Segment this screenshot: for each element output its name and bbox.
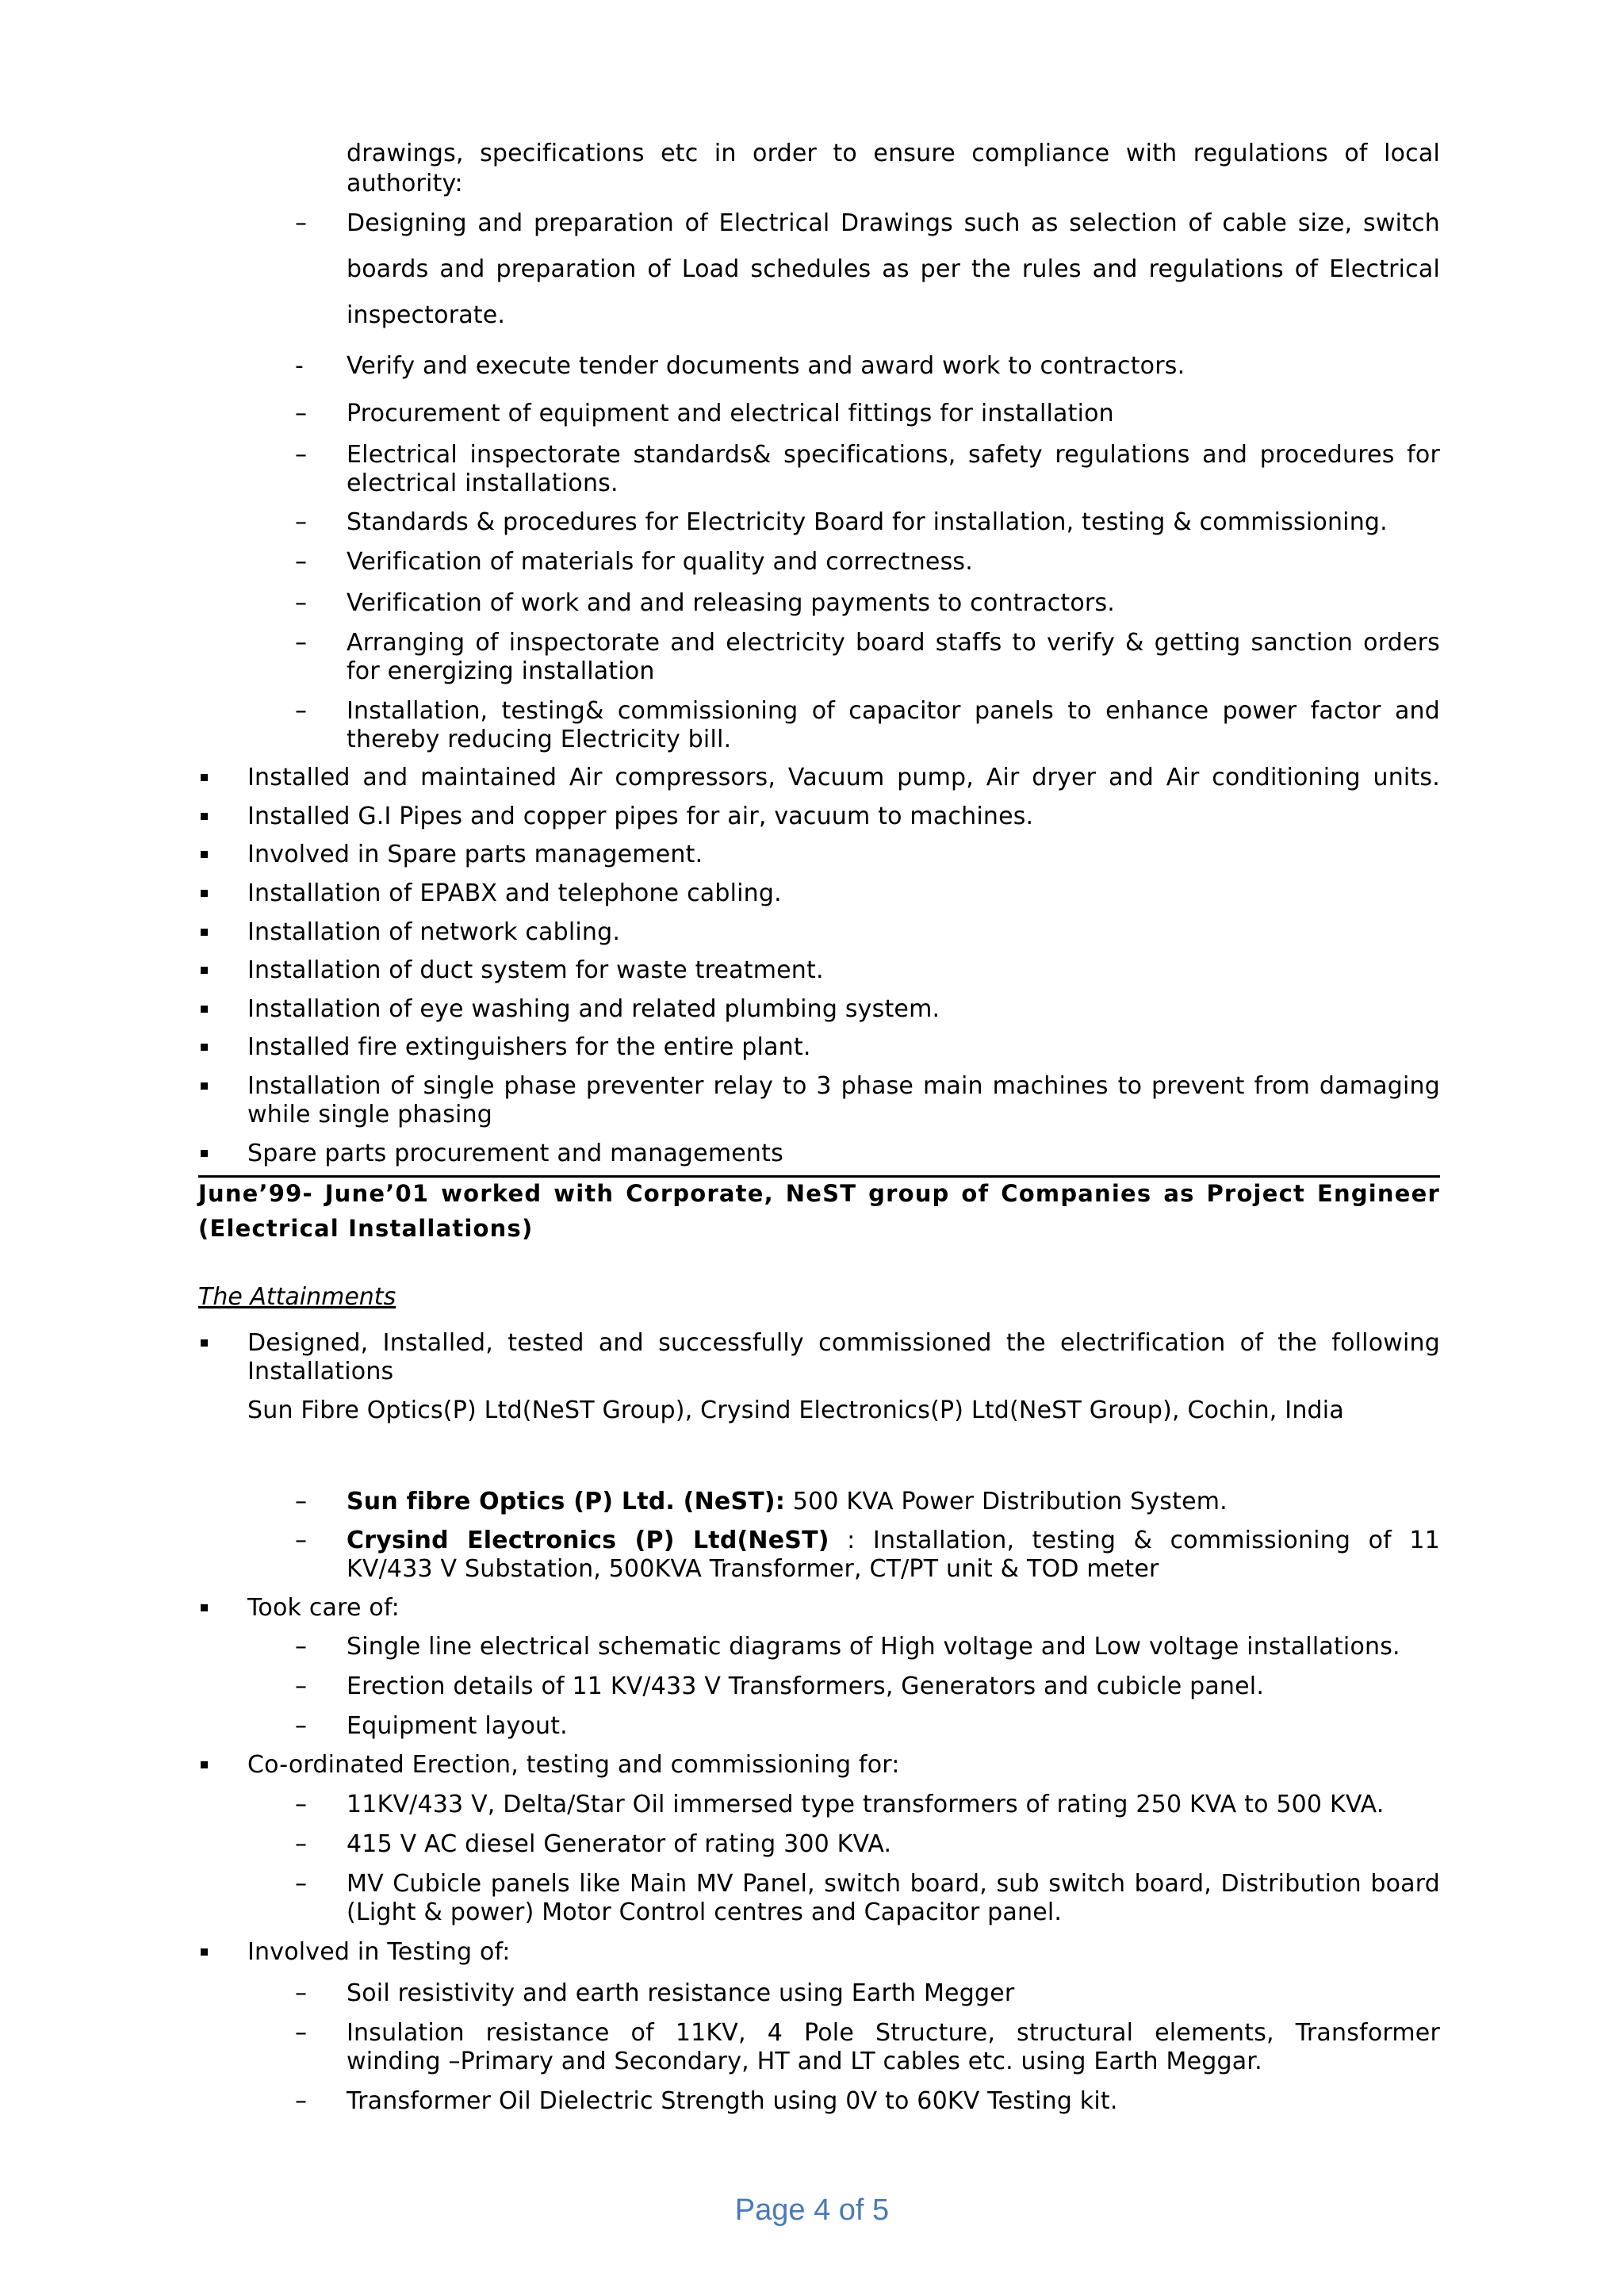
text-line: Verification of materials for quality and correctness. (347, 548, 973, 576)
text-line: Installed fire extinguishers for the entire plant. (247, 1033, 811, 1061)
text-line: KV/433 V Substation, 500KVA Transformer, CT/PT unit & TOD meter (347, 1555, 1159, 1583)
text-line: MV Cubicle panels like Main MV Panel, switch board, sub switch board, Distribution board (347, 1870, 1440, 1898)
bullet-square (201, 1604, 208, 1611)
dash-marker: – (295, 2087, 307, 2115)
bullet-square (201, 1006, 208, 1013)
text-line: (Light & power) Motor Control centres and Capacitor panel. (347, 1898, 1063, 1926)
dash-marker: - (295, 352, 304, 380)
bullet-square (201, 929, 208, 936)
text-line: drawings, specifications etc in order to ensure compliance with regulations of local (347, 140, 1440, 167)
dash-marker: – (295, 1672, 307, 1700)
job-heading: June’99- June’01 worked with Corporate, NeST group of Companies as Project Engineer (198, 1180, 1440, 1207)
text-line: Took care of: (247, 1594, 400, 1622)
dash-marker: – (295, 209, 307, 237)
dash-marker: – (295, 400, 307, 427)
text-line: Arranging of inspectorate and electricity board staffs to verify & getting sanction orders (347, 629, 1440, 657)
text-line: winding –Primary and Secondary, HT and LT cables etc. using Earth Meggar. (347, 2048, 1262, 2075)
bullet-square (201, 1761, 208, 1768)
dash-marker: – (295, 441, 307, 469)
text-line: Designing and preparation of Electrical Drawings such as selection of cable size, switch (347, 209, 1440, 237)
bullet-square (201, 890, 208, 897)
text-line: Installation of single phase preventer relay to 3 phase main machines to prevent from damaging (247, 1072, 1440, 1100)
text-line: Transformer Oil Dielectric Strength using 0V to 60KV Testing kit. (347, 2087, 1118, 2115)
text-line (347, 1488, 1228, 1516)
text-span: : Installation, testing & commissioning of 11 (829, 1527, 1440, 1554)
text-line: inspectorate. (347, 301, 506, 329)
text-line: Designed, Installed, tested and successfully commissioned the electrification of the following (247, 1329, 1440, 1357)
text-line: Verification of work and and releasing payments to contractors. (347, 589, 1116, 617)
dash-marker: – (295, 1712, 307, 1740)
text-line: Installation of network cabling. (247, 918, 621, 946)
dash-marker: – (295, 1830, 307, 1858)
text-line: authority: (347, 170, 463, 197)
text-line: 415 V AC diesel Generator of rating 300 KVA. (347, 1830, 892, 1858)
text-line (347, 1527, 1440, 1555)
text-line: 11KV/433 V, Delta/Star Oil immersed type transformers of rating 250 KVA to 500 KVA. (347, 1791, 1385, 1818)
text-line: Installation, testing& commissioning of capacitor panels to enhance power factor and (347, 697, 1440, 725)
text-line: Installed G.I Pipes and copper pipes for air, vacuum to machines. (247, 803, 1034, 830)
bullet-square (201, 1150, 208, 1157)
text-line: Verify and execute tender documents and award work to contractors. (347, 352, 1185, 380)
text-line: Installation of eye washing and related plumbing system. (247, 995, 940, 1023)
bullet-square (201, 813, 208, 820)
text-line: Insulation resistance of 11KV, 4 Pole Structure, structural elements, Transformer (347, 2019, 1440, 2047)
dash-marker: – (295, 1870, 307, 1898)
bullet-square (201, 1044, 208, 1051)
text-line: while single phasing (247, 1101, 493, 1128)
text-line: Installed and maintained Air compressors, Vacuum pump, Air dryer and Air conditioning units. (247, 764, 1440, 791)
text-line: Co-ordinated Erection, testing and commissioning for: (247, 1751, 900, 1779)
text-line: Spare parts procurement and managements (247, 1140, 783, 1167)
dash-marker: – (295, 548, 307, 576)
text-line: Installation of duct system for waste treatment. (247, 956, 824, 984)
dash-marker: – (295, 589, 307, 617)
text-line: electrical installations. (347, 469, 619, 497)
dash-marker: – (295, 1791, 307, 1818)
text-span: 500 KVA Power Distribution System. (785, 1488, 1228, 1515)
text-line: Sun Fibre Optics(P) Ltd(NeST Group), Crysind Electronics(P) Ltd(NeST Group), Cochin, India (247, 1397, 1344, 1424)
text-line: for energizing installation (347, 657, 655, 685)
text-line: Installations (247, 1358, 394, 1385)
text-line: Soil resistivity and earth resistance using Earth Megger (347, 1979, 1015, 2007)
text-line: Involved in Spare parts management. (247, 841, 703, 868)
bullet-square (201, 1339, 208, 1347)
dash-marker: – (295, 2019, 307, 2047)
page-number: Page 4 of 5 (734, 2193, 890, 2227)
dash-marker: – (295, 508, 307, 536)
bullet-square (201, 774, 208, 781)
attainments-heading: The Attainments (198, 1283, 396, 1311)
bullet-square (201, 967, 208, 974)
text-line: Single line electrical schematic diagrams of High voltage and Low voltage installations. (347, 1633, 1400, 1661)
dash-marker: – (295, 629, 307, 657)
text-line: Erection details of 11 KV/433 V Transformers, Generators and cubicle panel. (347, 1672, 1265, 1700)
text-line: Standards & procedures for Electricity Board for installation, testing & commissioning. (347, 508, 1388, 536)
section-rule (198, 1175, 1440, 1178)
bullet-square (201, 1948, 208, 1956)
text-line: thereby reducing Electricity bill. (347, 726, 732, 753)
text-line: Installation of EPABX and telephone cabling. (247, 879, 782, 907)
job-heading: (Electrical Installations) (198, 1215, 534, 1242)
dash-marker: – (295, 1527, 307, 1554)
text-line: Procurement of equipment and electrical fittings for installation (347, 400, 1114, 427)
dash-marker: – (295, 1979, 307, 2007)
text-line: Involved in Testing of: (247, 1938, 511, 1966)
bullet-square (201, 1082, 208, 1090)
dash-marker: – (295, 697, 307, 725)
dash-marker: – (295, 1488, 307, 1515)
dash-marker: – (295, 1633, 307, 1661)
bullet-square (201, 851, 208, 858)
company-name: Sun fibre Optics (P) Ltd. (NeST): (347, 1488, 786, 1515)
text-line: Electrical inspectorate standards& specifications, safety regulations and procedures for (347, 441, 1440, 469)
company-name: Crysind Electronics (P) Ltd(NeST) (347, 1527, 829, 1554)
text-line: boards and preparation of Load schedules as per the rules and regulations of Electrical (347, 255, 1440, 283)
text-line: Equipment layout. (347, 1712, 568, 1740)
